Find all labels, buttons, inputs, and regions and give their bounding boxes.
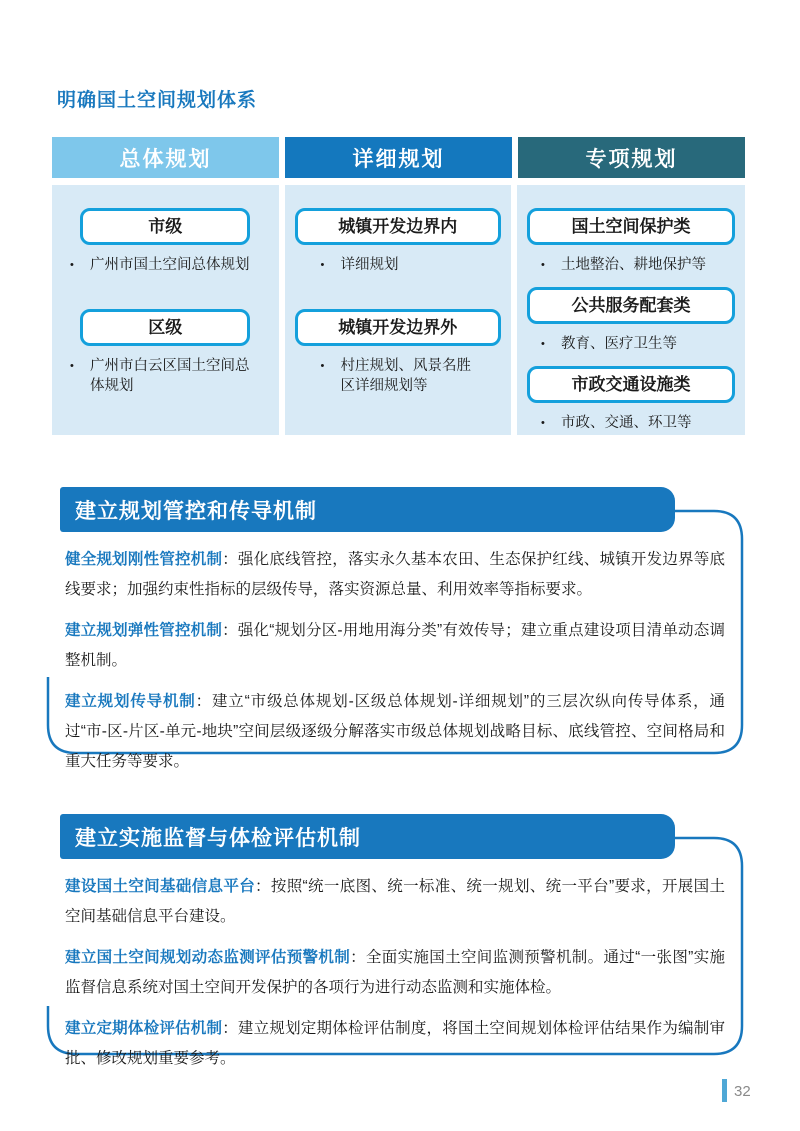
paragraph — [65, 1014, 725, 1074]
column-overall-plan — [52, 185, 279, 435]
group-inside-urban-boundary — [295, 208, 502, 275]
column-header-detailed-plan: 详细规划 — [285, 137, 512, 178]
bullet-icon: • — [70, 360, 74, 372]
bullet-list — [295, 255, 502, 275]
list-item — [70, 356, 269, 396]
section-title: 建立实施监督与体检评估机制 — [75, 826, 361, 850]
group-district-level — [62, 309, 269, 396]
label-box-city-level: 市级 — [80, 208, 250, 245]
label-box-outside-urban-boundary: 城镇开发边界外 — [295, 309, 501, 346]
label-box-district-level: 区级 — [80, 309, 250, 346]
bullet-icon: • — [320, 360, 325, 372]
bullet-icon: • — [320, 259, 325, 271]
column-header-overall-plan: 总体规划 — [52, 137, 279, 178]
group-city-level — [62, 208, 269, 275]
paragraph-lead: 建立国土空间规划动态监测评估预警机制 — [65, 949, 351, 966]
paragraph-lead: 建立规划传导机制 — [65, 693, 196, 710]
bullet-icon: • — [541, 338, 545, 350]
list-item-text: 村庄规划、风景名胜区详细规划等 — [340, 358, 471, 394]
label-box-inside-urban-boundary: 城镇开发边界内 — [295, 208, 501, 245]
paragraph — [65, 943, 725, 1003]
section-title-banner — [60, 487, 675, 532]
bullet-list — [527, 255, 735, 275]
section-body — [65, 545, 725, 788]
list-item — [541, 255, 735, 275]
list-item-text: 市政、交通、环卫等 — [561, 415, 692, 431]
bullet-icon: • — [541, 259, 545, 271]
bullet-icon: • — [541, 417, 545, 429]
column-detailed-plan — [285, 185, 512, 435]
group-municipal-transport — [527, 366, 735, 433]
paragraph — [65, 872, 725, 932]
bullet-list — [62, 255, 269, 275]
column-header-special-plan: 专项规划 — [518, 137, 745, 178]
paragraph — [65, 616, 725, 676]
page-number-bar — [722, 1079, 727, 1102]
list-item-text: 广州市国土空间总体规划 — [90, 257, 250, 273]
paragraph-text: ：建立“市级总体规划-区级总体规划-详细规划”的三层次纵向传导体系，通过“市-区-片区-单元-地块”空间层级逐级分解落实市级总体规划战略目标、底线管控、空间格局和重大任务等要求。 — [65, 693, 725, 770]
label-box-land-protection: 国土空间保护类 — [527, 208, 735, 245]
list-item — [541, 413, 735, 433]
group-land-protection — [527, 208, 735, 275]
page-title: 明确国土空间规划体系 — [57, 90, 258, 111]
list-item-text: 详细规划 — [340, 257, 399, 273]
paragraph — [65, 545, 725, 605]
section-title: 建立规划管控和传导机制 — [75, 499, 317, 523]
page-number: 32 — [734, 1083, 751, 1100]
list-item — [321, 255, 502, 275]
group-public-services — [527, 287, 735, 354]
paragraph-text: ：按照“统一底图、统一标准、统一规划、统一平台”要求，开展国土空间基础信息平台建设。 — [65, 878, 725, 925]
section-body — [65, 872, 725, 1085]
diagram-header-row — [52, 137, 745, 178]
paragraph-text: ：建立规划定期体检评估制度，将国土空间规划体检评估结果作为编制审批、修改规划重要参考。 — [65, 1020, 725, 1067]
paragraph-text: ：强化底线管控，落实永久基本农田、生态保护红线、城镇开发边界等底线要求；加强约束性指标的层级传导，落实资源总量、利用效率等指标要求。 — [65, 551, 725, 598]
bullet-list — [527, 413, 735, 433]
bullet-icon: • — [70, 259, 74, 271]
list-item — [70, 255, 269, 275]
bullet-list — [527, 334, 735, 354]
list-item-text: 广州市白云区国土空间总体规划 — [90, 358, 250, 394]
section-title-banner — [60, 814, 675, 859]
group-outside-urban-boundary — [295, 309, 502, 396]
paragraph-text: ：全面实施国土空间监测预警机制。通过“一张图”实施监督信息系统对国土空间开发保护的各项行为进行动态监测和实施体检。 — [65, 949, 725, 996]
label-box-public-services: 公共服务配套类 — [527, 287, 735, 324]
paragraph-lead: 健全规划刚性管控机制 — [65, 551, 223, 568]
paragraph — [65, 687, 725, 777]
planning-system-diagram — [52, 137, 745, 435]
diagram-content-row — [52, 185, 745, 435]
list-item-text: 土地整治、耕地保护等 — [561, 257, 706, 273]
paragraph-lead: 建立规划弹性管控机制 — [65, 622, 223, 639]
list-item-text: 教育、医疗卫生等 — [561, 336, 677, 352]
column-special-plan — [517, 185, 745, 435]
bullet-list — [295, 356, 502, 396]
list-item — [541, 334, 735, 354]
section-control-transmission — [45, 487, 745, 770]
paragraph-text: ：强化“规划分区-用地用海分类”有效传导；建立重点建设项目清单动态调整机制。 — [65, 622, 725, 669]
paragraph-lead: 建设国土空间基础信息平台 — [65, 878, 256, 895]
bullet-list — [62, 356, 269, 396]
label-box-municipal-transport: 市政交通设施类 — [527, 366, 735, 403]
list-item — [321, 356, 502, 396]
section-supervision-evaluation — [45, 814, 745, 1067]
paragraph-lead: 建立定期体检评估机制 — [65, 1020, 223, 1037]
